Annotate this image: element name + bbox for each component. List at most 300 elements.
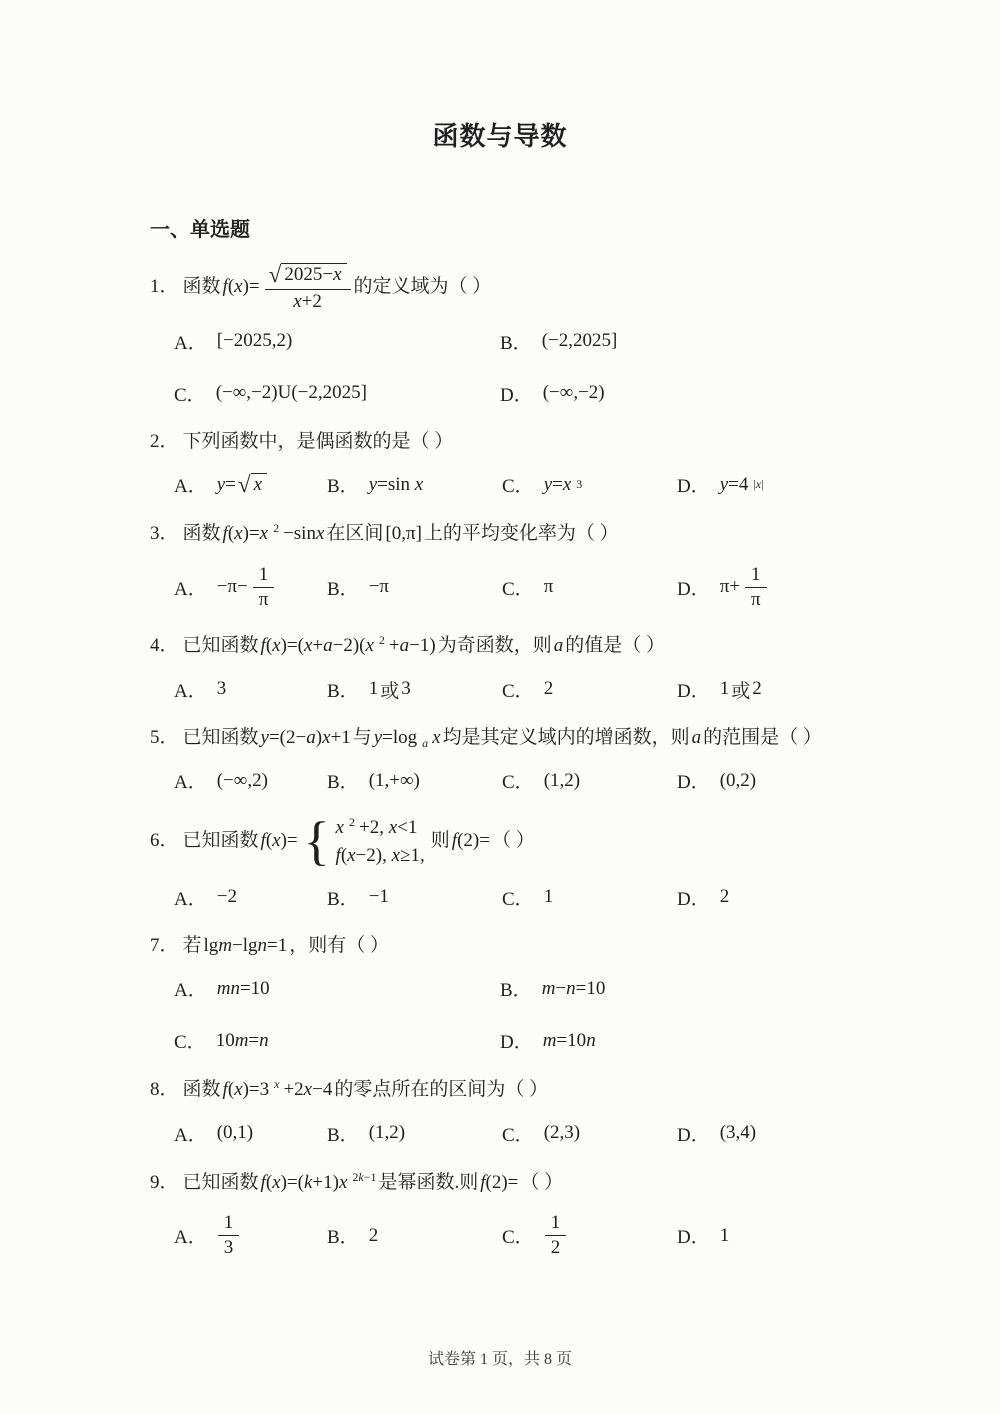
- text-run: 若: [182, 934, 202, 956]
- text-run: 为奇函数，则: [437, 635, 552, 657]
- math-variable: a: [691, 726, 702, 748]
- left-brace: {: [303, 811, 330, 872]
- math-run: (0,1): [216, 1122, 254, 1144]
- square-root: [238, 473, 267, 497]
- option: [174, 767, 327, 794]
- math-run: f(2)=: [451, 830, 490, 852]
- denominator: [257, 588, 271, 611]
- math-run: |x|: [753, 477, 764, 492]
- text-run: 的定义域为（ ）: [353, 276, 492, 298]
- option-content: [214, 382, 369, 404]
- question: [150, 811, 850, 910]
- math-run: 1: [719, 678, 730, 700]
- option-label: A．: [174, 772, 207, 794]
- option-label: A．: [174, 476, 207, 498]
- option-content: [215, 678, 229, 700]
- math-variable: x: [755, 477, 762, 492]
- option: [677, 471, 850, 498]
- option-label: C．: [174, 384, 206, 406]
- math-run: π: [543, 576, 554, 598]
- math-run: +2x−4: [283, 1079, 333, 1101]
- question-stem: [150, 1168, 850, 1198]
- option-content: [367, 576, 391, 598]
- radicand: [251, 473, 267, 496]
- math-run: (−∞,−2)U(−2,2025]: [215, 382, 367, 404]
- option-label: D．: [677, 476, 710, 498]
- option: [677, 676, 850, 703]
- math-run: y=sin x: [368, 473, 424, 495]
- math-variable: x: [272, 635, 281, 657]
- option-label: B．: [327, 476, 359, 498]
- question-number: 6．: [150, 830, 179, 852]
- math-variable: x: [303, 635, 313, 657]
- math-run: (0,2): [719, 769, 757, 791]
- option-content: [367, 474, 426, 496]
- option: [327, 471, 502, 498]
- text-run: 函数: [182, 276, 221, 298]
- text-run: ，则有（ ）: [289, 934, 390, 956]
- options-grid: [150, 975, 850, 1054]
- superscript: [574, 477, 584, 492]
- radicand: [281, 263, 346, 286]
- math-variable: n: [586, 1029, 596, 1051]
- option-content: [542, 1122, 582, 1144]
- math-run: [422, 736, 428, 750]
- question-stem: [150, 263, 850, 313]
- math-variable: x: [391, 845, 401, 867]
- math-variable: x: [272, 1171, 281, 1193]
- math-run: +a−1): [388, 635, 436, 657]
- option: [677, 1212, 850, 1259]
- case-row: [334, 844, 427, 869]
- option-label: A．: [174, 980, 207, 1002]
- piecewise-cases: [303, 811, 427, 872]
- fraction: [545, 1212, 567, 1259]
- math-variable: x: [414, 473, 424, 495]
- question: [150, 428, 850, 499]
- option-content: [367, 770, 422, 792]
- math-variable: y: [373, 726, 383, 748]
- math-variable: m: [218, 934, 233, 956]
- math-variable: a: [323, 635, 333, 657]
- page-title: 函数与导数: [432, 121, 568, 151]
- math-run: [254, 474, 262, 495]
- math-run: [692, 727, 702, 748]
- math-run: 3: [576, 477, 583, 492]
- options-grid: [150, 471, 850, 498]
- option: [174, 564, 327, 611]
- option-content: [542, 474, 585, 496]
- option-content: [541, 382, 607, 404]
- question-number: 5．: [150, 726, 179, 748]
- question-number: 7．: [150, 934, 179, 956]
- math-run: (−∞,−2): [542, 382, 605, 404]
- section-header: 一、单选题: [150, 219, 250, 241]
- math-run: 1: [258, 563, 269, 585]
- question: [150, 1075, 850, 1147]
- option-content: [215, 473, 267, 497]
- option-label: A．: [174, 578, 207, 600]
- math-run: 2: [368, 1224, 379, 1246]
- option-content: [367, 886, 391, 908]
- question-stem: [150, 428, 850, 457]
- option: [174, 471, 327, 498]
- math-run: 1: [751, 563, 761, 585]
- math-run: [554, 635, 564, 656]
- numerator: [253, 564, 275, 588]
- fraction: [745, 564, 767, 611]
- option-content: [215, 978, 272, 1000]
- math-run: [−2025,2): [216, 330, 293, 352]
- text-run: 上的平均变化率为（ ）: [423, 523, 619, 545]
- math-run: −π: [368, 576, 389, 598]
- numerator: [745, 564, 767, 588]
- text-run: 已知函数: [182, 635, 259, 657]
- page-footer: 试卷第 1 页，共 8 页: [427, 1351, 572, 1368]
- math-run: 10m=n: [215, 1029, 269, 1051]
- option-label: D．: [500, 1032, 533, 1054]
- math-variable: n: [566, 977, 576, 999]
- options-grid: [150, 884, 850, 911]
- option-label: C．: [502, 772, 534, 794]
- option-content: [542, 770, 582, 792]
- math-run: 2: [273, 521, 280, 536]
- math-variable: a: [422, 735, 429, 750]
- text-run: 函数: [182, 1079, 221, 1101]
- text-run: 均是其定义域内的增函数，则: [442, 726, 690, 748]
- math-variable: x: [338, 1171, 348, 1193]
- math-run: (−∞,2): [216, 769, 268, 791]
- math-run: 1: [543, 886, 554, 908]
- option: [174, 1120, 327, 1147]
- math-variable: f: [222, 276, 228, 298]
- math-variable: n: [257, 934, 268, 956]
- superscript: [347, 815, 357, 829]
- math-run: (1,+∞): [368, 769, 420, 791]
- denominator: [549, 1236, 563, 1259]
- option-label: A．: [174, 680, 207, 702]
- text-run: 下列函数中，是偶函数的是（ ）: [182, 430, 454, 452]
- option-label: A．: [174, 888, 207, 910]
- option: [677, 884, 850, 911]
- option-content: [718, 564, 770, 611]
- option: [502, 1120, 677, 1147]
- option-content: [718, 474, 766, 496]
- option-label: B．: [327, 680, 359, 702]
- question-stem: [150, 811, 850, 872]
- math-run: y=4: [719, 473, 749, 495]
- math-variable: f: [222, 523, 228, 545]
- question-stem: [150, 519, 850, 549]
- math-run: f(x−2), x≥1,: [335, 845, 425, 867]
- text-run: 已知函数: [182, 830, 259, 852]
- math-run: y=: [216, 473, 236, 495]
- option-label: B．: [500, 980, 532, 1002]
- math-variable: x: [432, 726, 441, 748]
- math-variable: x: [303, 1079, 313, 1101]
- text-run: 则: [430, 830, 450, 852]
- question: [150, 1168, 850, 1259]
- math-run: (1,2): [368, 1122, 406, 1144]
- option: [500, 1027, 850, 1054]
- math-variable: y: [719, 473, 729, 495]
- question-stem: [150, 631, 850, 661]
- math-run: [432, 727, 440, 748]
- math-run: π: [258, 588, 269, 610]
- math-variable: a: [399, 635, 410, 657]
- math-run: 2: [378, 633, 385, 648]
- text-run: 或: [380, 680, 400, 702]
- option: [174, 380, 500, 407]
- option: [327, 1212, 502, 1259]
- math-run: f(x)=x: [222, 523, 269, 545]
- math-variable: f: [260, 1171, 266, 1193]
- math-variable: m: [234, 1029, 249, 1051]
- question-number: 1．: [150, 276, 179, 298]
- math-variable: a: [306, 726, 316, 748]
- option-content: [542, 886, 556, 908]
- math-run: −sinx: [283, 523, 325, 545]
- option-content: [367, 676, 413, 703]
- option-content: [542, 1212, 570, 1259]
- math-run: (−2,2025]: [541, 330, 618, 352]
- fraction: [253, 564, 275, 611]
- question: [150, 263, 850, 407]
- text-run: 是幂函数.则: [378, 1171, 479, 1193]
- math-run: 3: [401, 678, 411, 700]
- option-label: B．: [500, 332, 532, 354]
- option-content: [542, 576, 556, 598]
- options-grid: [150, 564, 850, 611]
- math-variable: x: [253, 473, 263, 495]
- option-label: B．: [327, 888, 359, 910]
- numerator: [545, 1212, 567, 1236]
- option-label: C．: [502, 476, 534, 498]
- math-variable: m: [541, 977, 556, 999]
- math-variable: f: [260, 635, 266, 657]
- math-run: 3: [216, 678, 227, 700]
- option: [677, 564, 850, 611]
- math-run: 1: [550, 1212, 561, 1234]
- option-label: D．: [677, 1124, 710, 1146]
- option-content: [367, 1225, 381, 1247]
- option: [327, 884, 502, 911]
- option-content: [718, 1225, 732, 1247]
- option: [502, 471, 677, 498]
- options-grid: [150, 676, 850, 703]
- option: [677, 767, 850, 794]
- math-run: m−n=10: [541, 977, 606, 999]
- option: [174, 975, 500, 1002]
- math-variable: f: [260, 830, 266, 852]
- text-run: 与: [352, 726, 372, 748]
- option: [502, 676, 677, 703]
- math-run: mn=10: [216, 977, 270, 999]
- option-label: A．: [174, 1124, 207, 1146]
- math-variable: x: [333, 264, 342, 285]
- option-label: D．: [500, 384, 533, 406]
- option-content: [215, 1122, 255, 1144]
- math-variable: f: [222, 1079, 228, 1101]
- text-run: 的范围是（ ）: [703, 726, 822, 748]
- case-rows: [334, 815, 427, 868]
- math-variable: y: [260, 726, 269, 748]
- math-run: [0,π]: [385, 523, 422, 545]
- option: [174, 1027, 500, 1054]
- math-variable: x: [388, 817, 398, 839]
- option: [502, 884, 677, 911]
- math-variable: n: [259, 1029, 269, 1051]
- math-run: −π−: [216, 576, 248, 598]
- option-label: D．: [677, 578, 710, 600]
- option-content: [718, 1122, 758, 1144]
- question-number: 2．: [150, 430, 179, 452]
- question: [150, 724, 850, 795]
- math-variable: x: [365, 635, 374, 657]
- math-run: (3,4): [719, 1122, 757, 1144]
- math-run: π+: [719, 576, 741, 598]
- option-label: D．: [677, 1227, 710, 1249]
- option: [327, 767, 502, 794]
- math-variable: y: [543, 473, 553, 495]
- superscript: [377, 633, 387, 647]
- math-run: 2: [550, 1237, 561, 1259]
- math-run: π: [751, 588, 761, 610]
- option-content: [214, 1030, 271, 1052]
- math-run: 1: [719, 1224, 730, 1246]
- option-label: D．: [677, 680, 710, 702]
- question-stem: [150, 932, 850, 961]
- radical-sign-icon: √: [237, 471, 251, 498]
- option-label: A．: [174, 1227, 207, 1249]
- math-variable: k: [358, 1169, 364, 1184]
- option-label: C．: [502, 578, 534, 600]
- text-run: 在区间: [326, 523, 384, 545]
- math-run: 2: [752, 678, 762, 700]
- math-variable: x: [335, 817, 344, 839]
- option-label: D．: [677, 772, 710, 794]
- option-label: B．: [327, 1227, 359, 1249]
- text-run: （ ）: [491, 830, 535, 852]
- math-run: 1: [223, 1212, 234, 1234]
- option: [500, 975, 850, 1002]
- math-variable: y: [216, 473, 226, 495]
- math-run: 2025−x: [284, 264, 342, 285]
- math-run: +2, x<1: [358, 817, 418, 839]
- text-run: 的零点所在的区间为（ ）: [334, 1079, 549, 1101]
- option-label: C．: [502, 1124, 534, 1146]
- math-run: f(x)=: [260, 830, 298, 852]
- math-variable: x: [234, 276, 243, 298]
- superscript: [272, 1077, 281, 1091]
- option-content: [367, 1122, 407, 1144]
- math-variable: x: [274, 1077, 280, 1092]
- math-run: 2k−1: [352, 1169, 377, 1184]
- math-variable: x: [347, 845, 356, 867]
- math-run: (1,2): [543, 769, 581, 791]
- numerator: [218, 1212, 240, 1236]
- option: [500, 328, 850, 355]
- option-label: C．: [502, 680, 534, 702]
- math-variable: y: [368, 473, 378, 495]
- question: [150, 631, 850, 703]
- option-label: D．: [677, 888, 710, 910]
- math-variable: x: [562, 473, 572, 495]
- math-run: f(2)=: [480, 1171, 519, 1193]
- denominator: [222, 1236, 236, 1259]
- math-run: (2,3): [543, 1122, 581, 1144]
- math-run: [274, 1077, 279, 1091]
- text-run: （ ）: [520, 1171, 564, 1193]
- math-run: f(x)=(k+1)x: [260, 1171, 348, 1193]
- numerator: [265, 263, 351, 290]
- math-variable: f: [451, 830, 458, 852]
- square-root: [269, 263, 347, 287]
- math-run: f(x)=3: [222, 1079, 270, 1101]
- question: [150, 932, 850, 1055]
- options-grid: [150, 767, 850, 794]
- options-grid: [150, 328, 850, 407]
- option: [500, 380, 850, 407]
- option: [502, 564, 677, 611]
- math-variable: x: [234, 523, 243, 545]
- option-content: [718, 886, 732, 908]
- option: [174, 884, 327, 911]
- option-label: C．: [174, 1032, 206, 1054]
- math-variable: f: [335, 845, 341, 867]
- option-content: [215, 330, 295, 352]
- option: [174, 676, 327, 703]
- option-content: [215, 886, 239, 908]
- question-number: 8．: [150, 1079, 179, 1101]
- math-run: 2: [719, 886, 730, 908]
- math-variable: k: [303, 1171, 313, 1193]
- option: [327, 564, 502, 611]
- math-variable: x: [322, 726, 331, 748]
- option: [327, 676, 502, 703]
- option-content: [540, 330, 620, 352]
- math-run: y=(2−a)x+1: [260, 726, 351, 748]
- math-variable: x: [259, 523, 269, 545]
- option: [327, 1120, 502, 1147]
- superscript: [751, 477, 765, 492]
- option-content: [215, 564, 278, 611]
- math-run: y=log: [373, 726, 418, 748]
- radical-sign-icon: √: [268, 262, 282, 288]
- option-content: [215, 770, 270, 792]
- option-label: C．: [502, 888, 534, 910]
- question-stem: [150, 1075, 850, 1105]
- math-run: x+2: [293, 290, 322, 312]
- math-run: 3: [223, 1237, 234, 1259]
- text-run: 已知函数: [182, 1171, 259, 1193]
- option-label: A．: [174, 332, 207, 354]
- option-content: [718, 770, 758, 792]
- subscript: [420, 736, 430, 750]
- math-variable: x: [234, 1079, 243, 1101]
- option-content: [540, 978, 608, 1000]
- math-variable: f: [480, 1171, 486, 1193]
- math-variable: x: [293, 290, 302, 312]
- questions: [150, 263, 850, 1259]
- question: [150, 519, 850, 610]
- option-label: B．: [327, 1124, 359, 1146]
- math-variable: x: [315, 523, 325, 545]
- option-content: [718, 676, 764, 703]
- text-run: 或: [731, 680, 751, 702]
- option: [677, 1120, 850, 1147]
- math-run: lgm−lgn=1: [203, 934, 288, 956]
